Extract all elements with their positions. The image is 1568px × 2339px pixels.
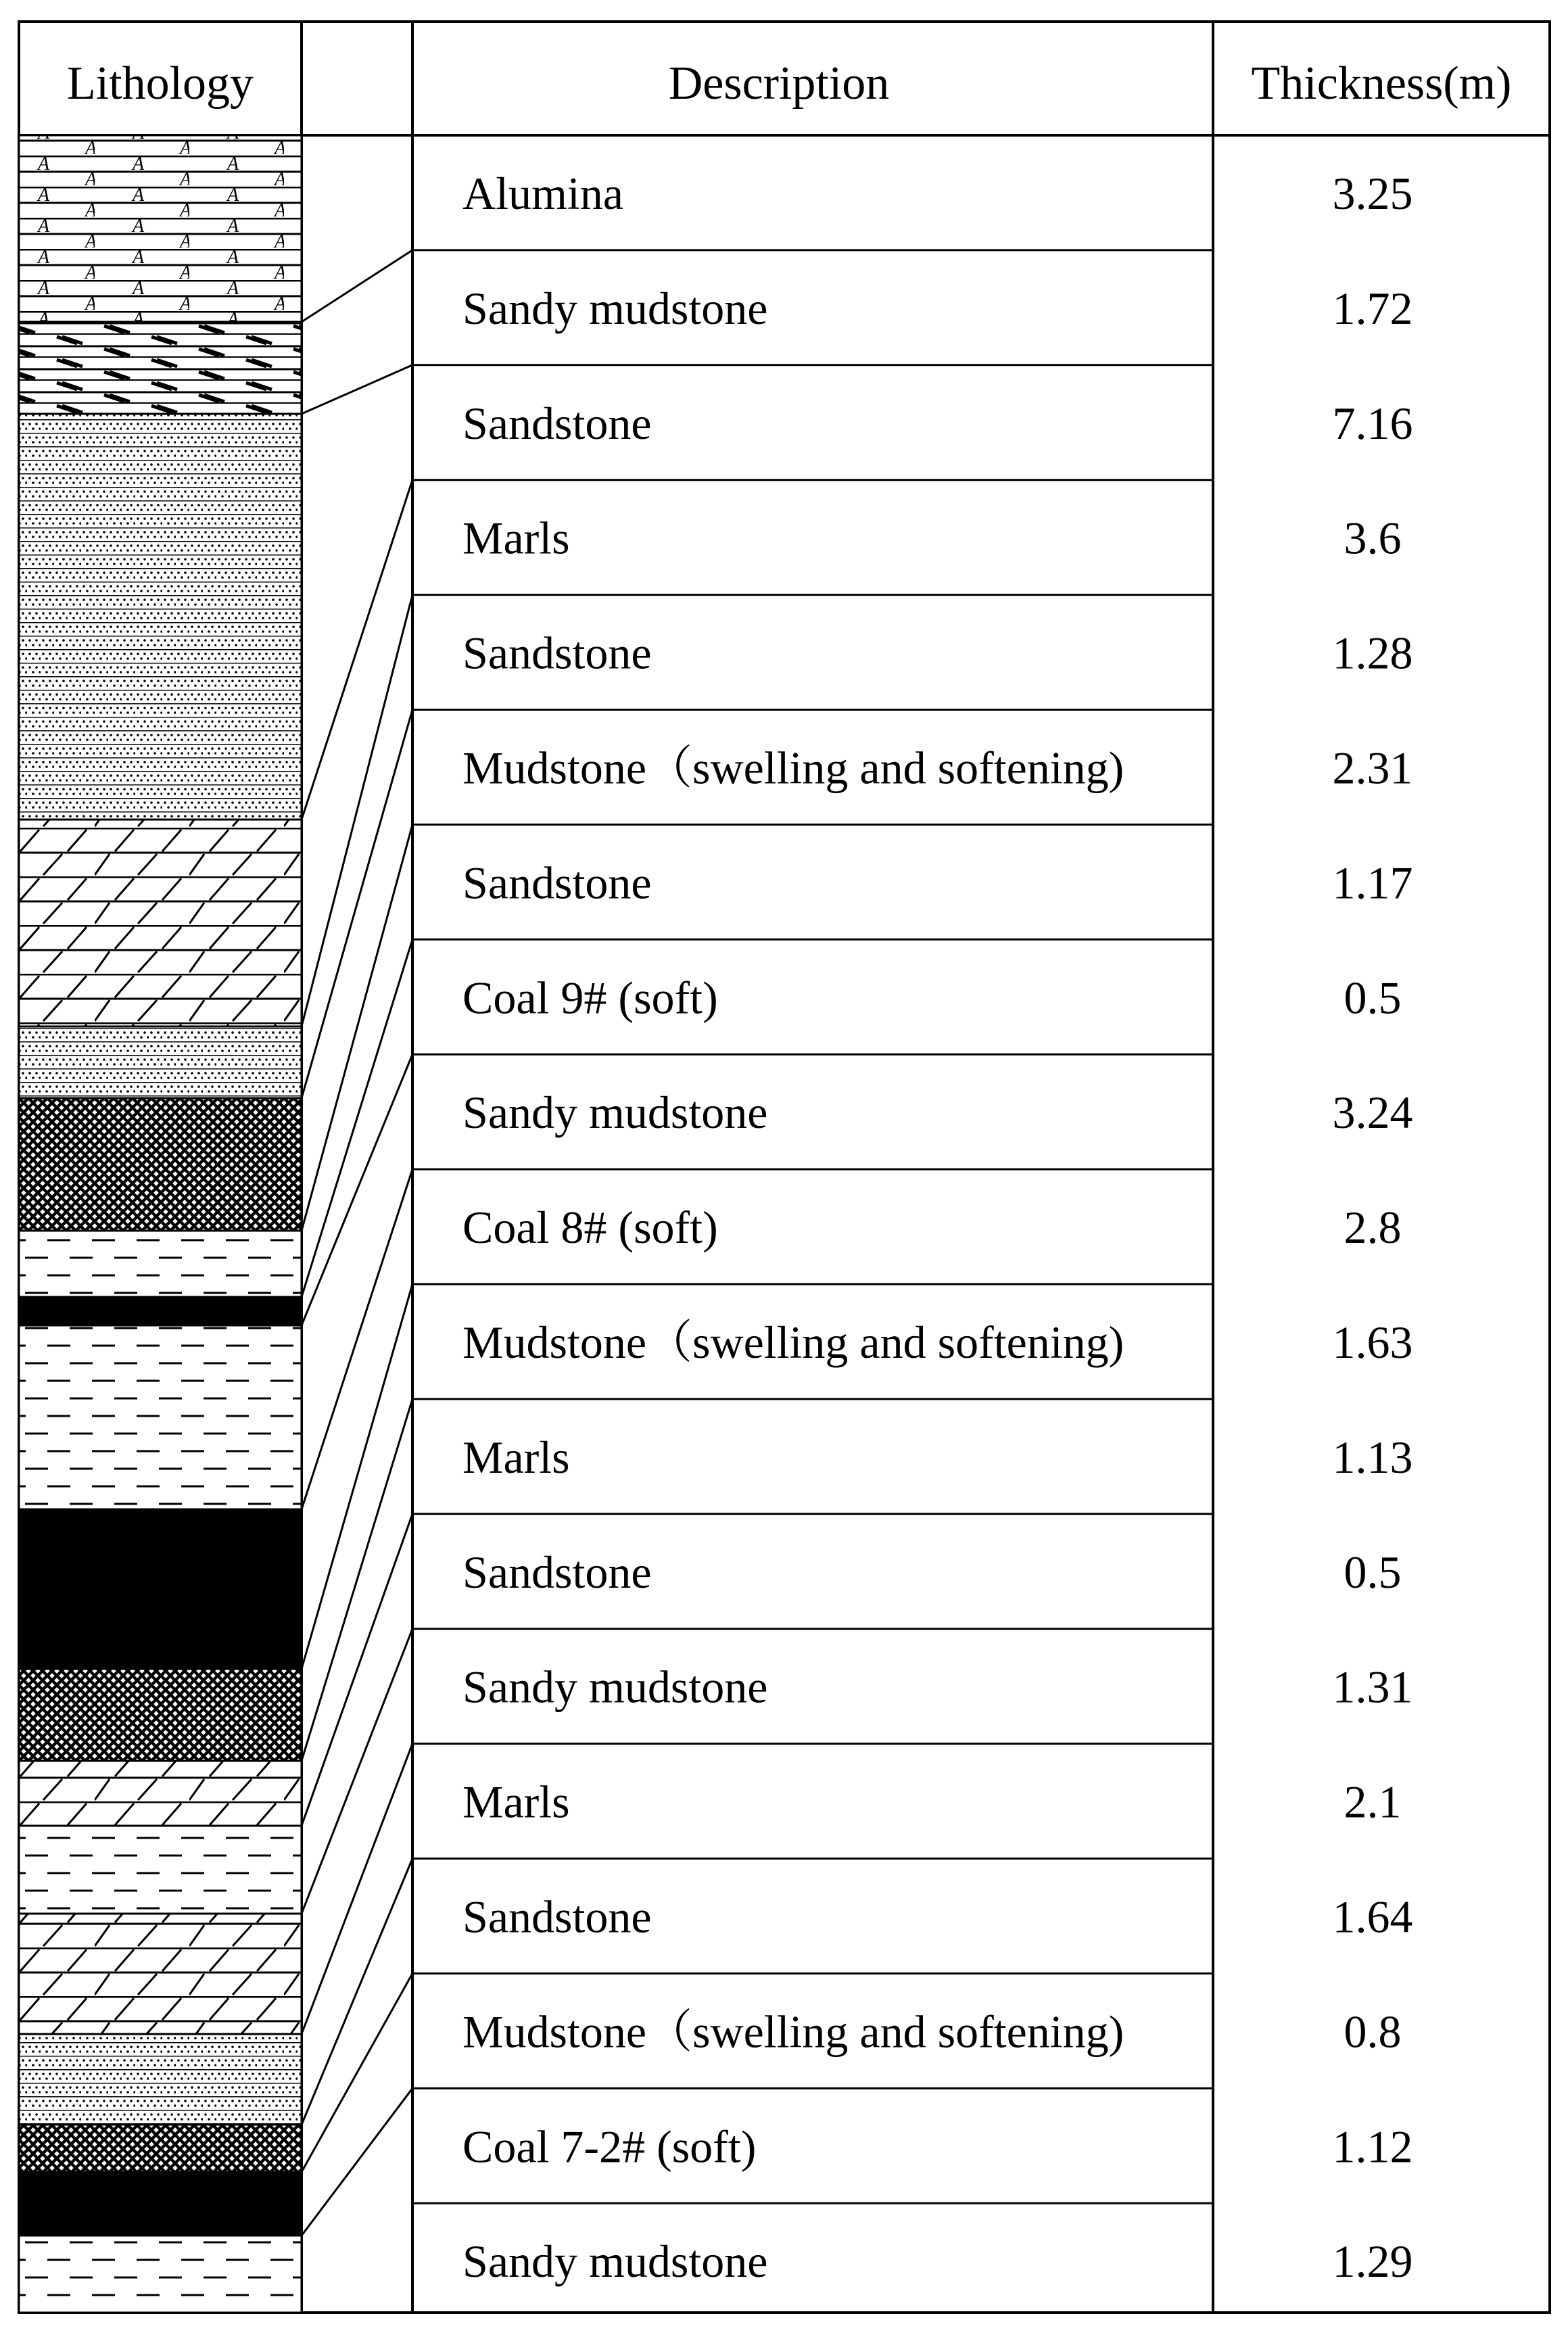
layer-coal-2 [19, 1509, 302, 1669]
row-description: Sandstone [462, 1546, 652, 1598]
row-thickness: 0.5 [1344, 1546, 1402, 1598]
row-description: Mudstone（swelling and softening) [462, 1317, 1124, 1368]
layer-marls-2 [19, 1761, 302, 1826]
row-description: Marls [462, 1431, 570, 1483]
row-description: Alumina [462, 167, 623, 219]
connector-lines [302, 250, 412, 2236]
lithology-column [19, 135, 302, 2313]
table-row [462, 283, 1413, 334]
layer-marls-1 [19, 820, 302, 1026]
table-row [462, 2006, 1402, 2057]
row-thickness: 3.24 [1332, 1087, 1413, 1139]
layer-sandstone-2 [19, 1026, 302, 1098]
row-thickness: 7.16 [1332, 397, 1413, 449]
connector-line [302, 2088, 412, 2236]
connector-line [302, 595, 412, 1026]
layer-mudstone-3 [19, 1826, 302, 1914]
layer-crosshatch-3 [19, 2125, 302, 2172]
header-description: Description [668, 57, 890, 110]
table-row [462, 1661, 1413, 1713]
row-thickness: 0.5 [1344, 972, 1402, 1024]
table-row [462, 1202, 1402, 1253]
layer-crosshatch-2 [19, 1669, 302, 1761]
row-thickness: 1.63 [1332, 1317, 1413, 1368]
row-description: Coal 7-2# (soft) [462, 2121, 757, 2173]
row-thickness: 1.29 [1332, 2236, 1413, 2288]
layer-mudstone-4 [19, 2236, 302, 2313]
row-description: Coal 8# (soft) [462, 1202, 718, 1254]
row-description: Sandy mudstone [462, 1087, 768, 1139]
table-header [67, 57, 1512, 110]
layer-alumina [19, 135, 302, 322]
row-description: Marls [462, 512, 570, 564]
table-row [462, 1087, 1413, 1138]
table-row [462, 168, 1413, 219]
table-row [462, 2236, 1413, 2287]
connector-line [302, 1054, 412, 1325]
layer-mudstone-2 [19, 1325, 302, 1509]
row-description: Sandy mudstone [462, 2236, 768, 2288]
row-thickness: 1.17 [1332, 857, 1413, 909]
row-description: Sandstone [462, 1891, 652, 1943]
row-thickness: 3.6 [1344, 512, 1402, 564]
layer-marls-3 [19, 1914, 302, 2034]
table-row [462, 1317, 1413, 1368]
row-thickness: 3.25 [1332, 167, 1413, 219]
table-row [462, 742, 1413, 794]
row-description: Sandstone [462, 397, 652, 449]
row-thickness: 1.28 [1332, 627, 1413, 679]
row-description: Mudstone（swelling and softening) [462, 742, 1124, 794]
row-description: Sandy mudstone [462, 1661, 768, 1713]
row-description: Sandy mudstone [462, 282, 768, 334]
row-description: Sandstone [462, 627, 652, 679]
table-row [462, 1546, 1402, 1598]
table-row [462, 1776, 1402, 1828]
connector-line [302, 939, 412, 1297]
table-row [462, 1432, 1413, 1483]
row-thickness: 1.12 [1332, 2121, 1413, 2173]
header-lithology: Lithology [66, 57, 254, 110]
layer-sandstone-3 [19, 2034, 302, 2125]
layer-coal-3 [19, 2172, 302, 2236]
layer-mudstone-1 [19, 1231, 302, 1297]
table-row [462, 513, 1402, 564]
table-row [462, 857, 1413, 908]
connector-line [302, 365, 412, 414]
connector-line [302, 1973, 412, 2172]
row-thickness: 2.1 [1344, 1776, 1402, 1828]
row-thickness: 2.8 [1344, 1202, 1402, 1254]
connector-line [302, 824, 412, 1231]
table-row [462, 972, 1402, 1023]
row-thickness: 1.13 [1332, 1431, 1413, 1483]
header-thickness: Thickness(m) [1251, 57, 1512, 110]
table-row [462, 1891, 1413, 1942]
table-row [462, 628, 1413, 679]
row-thickness: 0.8 [1344, 2006, 1402, 2058]
row-description: Coal 9# (soft) [462, 972, 718, 1024]
layer-crosshatch-1 [19, 1098, 302, 1231]
table-rows [462, 168, 1413, 2287]
row-description: Marls [462, 1776, 570, 1828]
row-thickness: 1.31 [1332, 1661, 1413, 1713]
row-description: Mudstone（swelling and softening) [462, 2006, 1124, 2058]
connector-line [302, 250, 412, 322]
row-thickness: 1.64 [1332, 1891, 1413, 1943]
layer-coal-1 [19, 1297, 302, 1325]
layer-sandstone-1 [19, 414, 302, 820]
table-row [462, 398, 1413, 449]
table-row [462, 2121, 1413, 2172]
connector-line [302, 1399, 412, 1761]
row-description: Sandstone [462, 857, 652, 909]
row-thickness: 1.72 [1332, 282, 1413, 334]
layer-sandy-mudstone-1 [19, 322, 302, 414]
row-thickness: 2.31 [1332, 742, 1413, 794]
